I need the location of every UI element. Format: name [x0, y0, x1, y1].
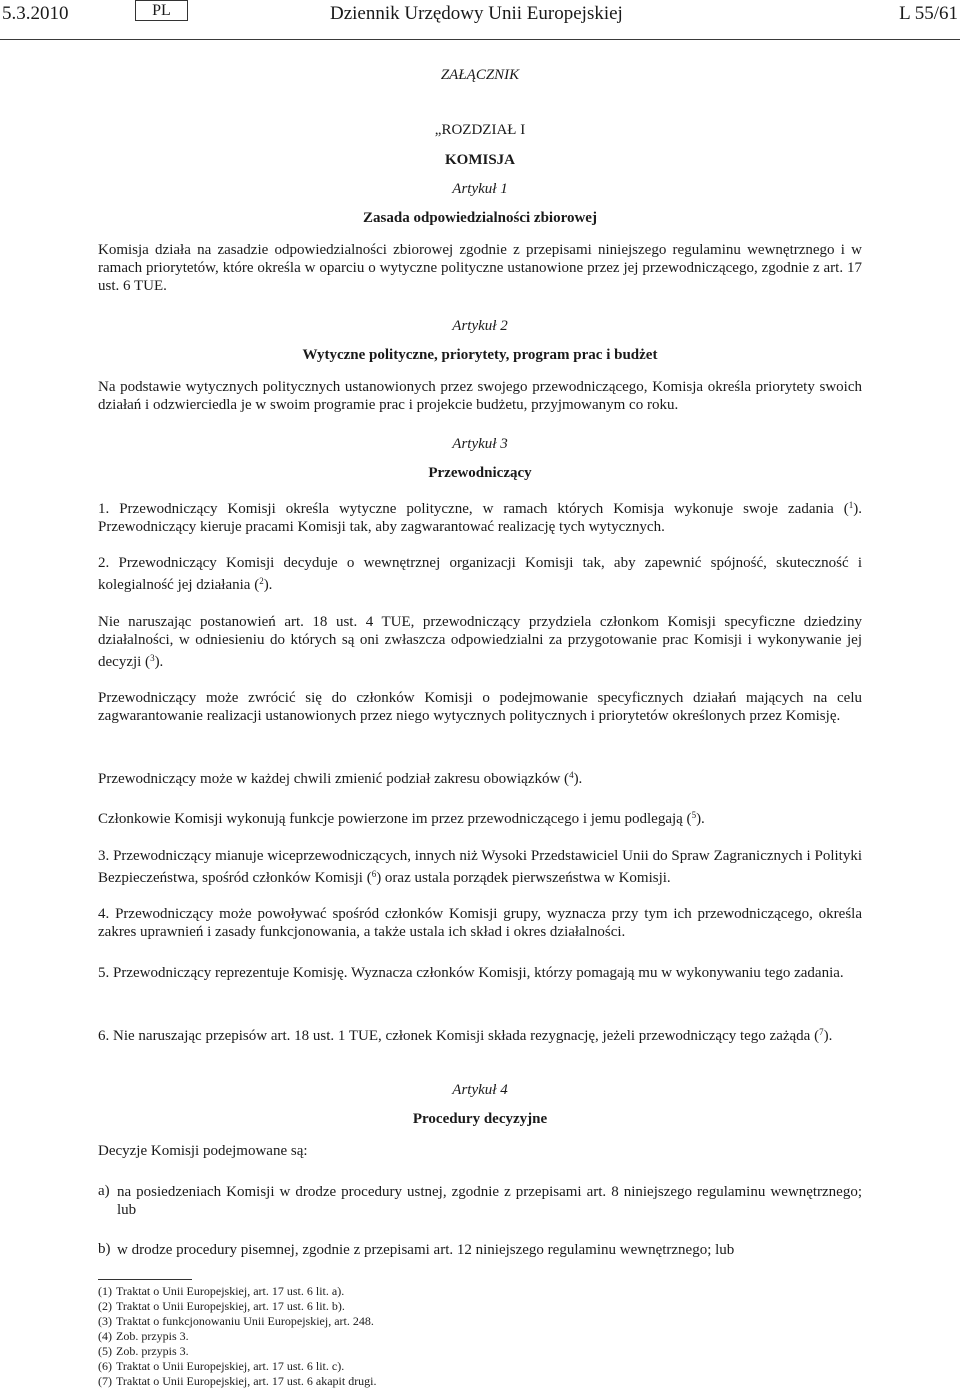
page-reference: L 55/61 — [899, 3, 958, 24]
footnote-divider — [98, 1279, 192, 1280]
journal-header — [0, 0, 960, 40]
article-3-label: Artykuł 3 — [452, 436, 508, 452]
footnote-3: (3) Traktat o funkcjonowaniu Unii Europejskiej, art. 248. — [98, 1314, 374, 1328]
footnote-4: (4) Zob. przypis 3. — [98, 1329, 189, 1343]
article-2-label: Artykuł 2 — [452, 318, 508, 334]
article-1-title: Zasada odpowiedzialności zbiorowej — [363, 210, 597, 226]
journal-title: Dziennik Urzędowy Unii Europejskiej — [330, 3, 623, 24]
footnote-7: (7) Traktat o Unii Europejskiej, art. 17 ust. 6 akapit drugi. — [98, 1374, 377, 1388]
list-marker-b: b) — [98, 1241, 111, 1257]
article-3-para-8: 4. Przewodniczący może powoływać spośród członków Komisji grupy, wyznacza przy tym ich przewodniczącego, określa zakres uprawnień i zasady funkcjonowania, a także ustala ich skład i okres działalności. — [98, 906, 862, 940]
list-item-a: na posiedzeniach Komisji w drodze procedury ustnej, zgodnie z przepisami art. 8 niniejszego regulaminu wewnętrznego; lub — [117, 1184, 862, 1218]
article-2-text: Na podstawie wytycznych politycznych ustanowionych przez swojego przewodniczącego, Komisja określa priorytety swoich działań i odzwierciedla je w swoim programie prac i projekcie budżetu, przyjmowanym co roku. — [98, 379, 862, 413]
article-4-intro: Decyzje Komisji podejmowane są: — [98, 1143, 308, 1159]
article-2-title: Wytyczne polityczne, priorytety, program prac i budżet — [302, 347, 658, 363]
language-badge: PL — [135, 0, 188, 21]
article-3-para-9: 5. Przewodniczący reprezentuje Komisję. Wyznacza członków Komisji, którzy pomagają mu w wykonywaniu tego zadania. — [98, 965, 844, 981]
article-3-para-2: 2. Przewodniczący Komisji decyduje o wewnętrznej organizacji Komisji tak, aby zapewnić spójność, skuteczność i kolegialność jej działania ($^2$). — [98, 555, 862, 593]
article-3-para-1: 1. Przewodniczący Komisji określa wytyczne polityczne, w ramach których Komisja wykonuje swoje zadania ($^1$). Przewodniczący kieruje pracami Komisji tak, aby zagwarantować realizację tych wytycznych. — [98, 500, 862, 535]
footnote-6: (6) Traktat o Unii Europejskiej, art. 17 ust. 6 lit. c). — [98, 1359, 345, 1373]
article-1-text: Komisja działa na zasadzie odpowiedzialności zbiorowej zgodnie z przepisami niniejszego regulaminu wewnętrznego i w ramach priorytetów, które określa w oparciu o wytyczne polityczne ustanowione przez jej przewodniczącego, zgodnie z art. 17 ust. 6 TUE. — [98, 242, 862, 294]
article-3-para-4: Przewodniczący może zwrócić się do członków Komisji o podejmowanie specyficznych działań mających na celu zagwarantowanie realizacji ustanowionych przez niego wytycznych politycznych i priorytetów określonych przez Komisję. — [98, 690, 862, 724]
article-4-title: Procedury decyzyjne — [412, 1111, 548, 1127]
chapter-heading: „ROZDZIAŁ I — [434, 122, 526, 138]
footnote-5: (5) Zob. przypis 3. — [98, 1344, 189, 1358]
chapter-title: KOMISJA — [444, 152, 515, 168]
article-3-para-3: Nie naruszając postanowień art. 18 ust. 4 TUE, przewodniczący przydziela członkom Komisji specyficzne dziedziny działalności, w odniesieniu do których są oni zwłaszcza odpowiedzialni za przygotowanie prac Komisji i wykonywanie jej decyzji ($^3$). — [98, 614, 862, 670]
article-3-para-6: Członkowie Komisji wykonują funkcje powierzone im przez przewodniczącego i jemu podlegają ($^5$). — [98, 810, 705, 827]
list-marker-a: a) — [98, 1183, 110, 1199]
article-4-label: Artykuł 4 — [452, 1082, 508, 1098]
list-item-b: w drodze procedury pisemnej, zgodnie z przepisami art. 12 niniejszego regulaminu wewnętrznego; lub — [117, 1242, 735, 1258]
header-divider — [0, 39, 960, 40]
footnote-1: (1) Traktat o Unii Europejskiej, art. 17 ust. 6 lit. a). — [98, 1284, 345, 1298]
article-3-title: Przewodniczący — [428, 465, 532, 481]
article-3-para-7: 3. Przewodniczący mianuje wiceprzewodniczących, innych niż Wysoki Przedstawiciel Unii do Spraw Zagranicznych i Polityki Bezpieczeństwa, spośród członków Komisji ($^6$) oraz ustala porządek pierwszeństwa w Komisji. — [98, 848, 862, 886]
publication-date: 5.3.2010 — [2, 3, 69, 24]
article-3-para-10: 6. Nie naruszając przepisów art. 18 ust. 1 TUE, członek Komisji składa rezygnację, jeżeli przewodniczący tego zażąda ($^7$). — [98, 1027, 833, 1044]
article-3-para-5: Przewodniczący może w każdej chwili zmienić podział zakresu obowiązków ($^4$). — [98, 770, 583, 787]
article-1-label: Artykuł 1 — [452, 181, 508, 197]
annex-title: ZAŁĄCZNIK — [440, 67, 520, 83]
footnote-2: (2) Traktat o Unii Europejskiej, art. 17 ust. 6 lit. b). — [98, 1299, 345, 1313]
